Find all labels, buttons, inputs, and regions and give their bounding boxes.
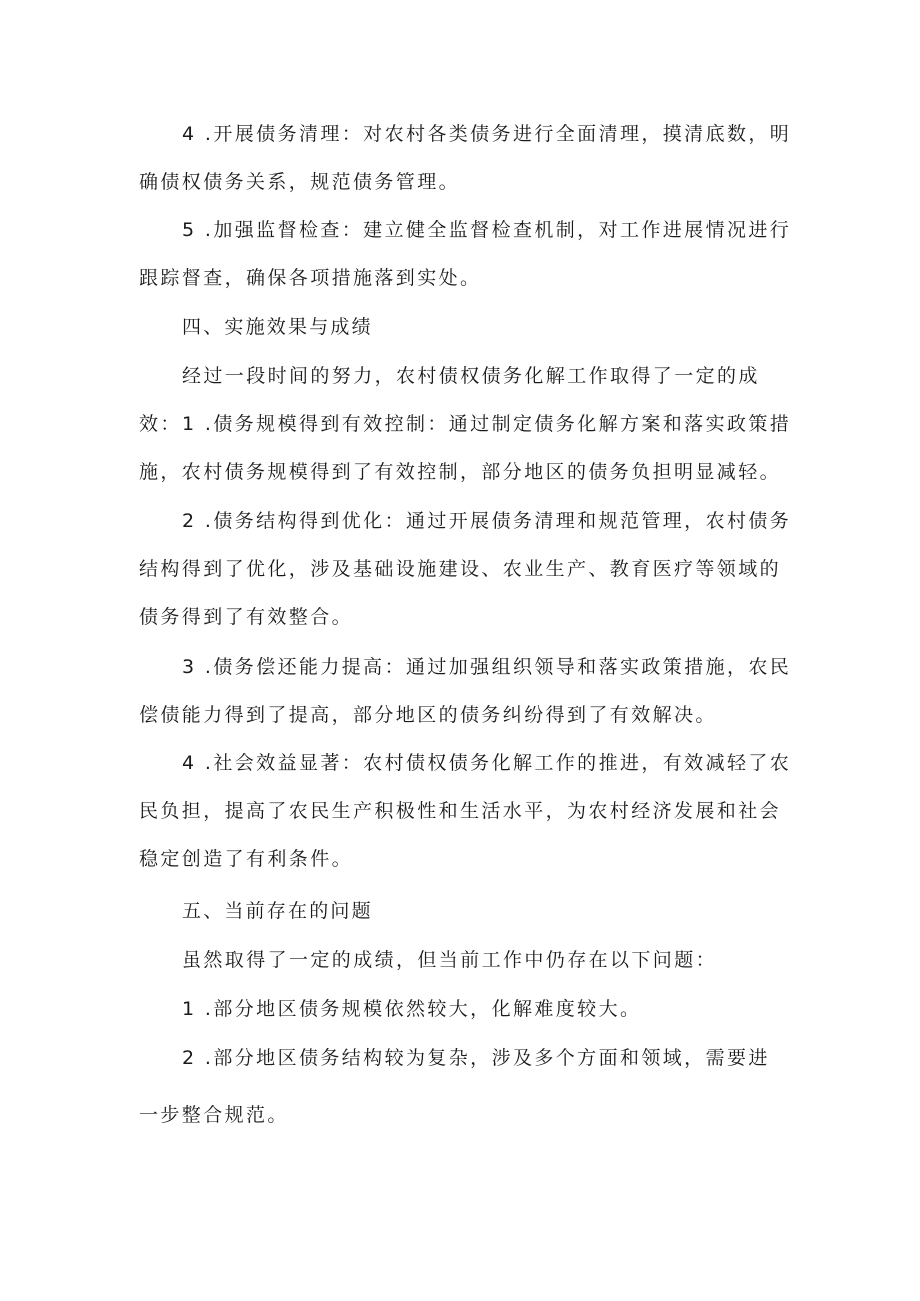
paragraph-results-intro: 经过一段时间的努力，农村债权债务化解工作取得了一定的成效： xyxy=(139,365,760,435)
paragraph-debt-clearing: 4 .开展债务清理：对农村各类债务进行全面清理，摸清底数，明确债权债务关系，规范债务管理。 xyxy=(139,123,792,193)
list-item-problem-1: 1 .部分地区债务规模依然较大，化解难度较大。 xyxy=(182,998,642,1020)
paragraph-structure-optimized: 2 .债务结构得到优化：通过开展债务清理和规范管理，农村债务结构得到了优化，涉及基础设施建设、农业生产、教育医疗等领域的债务得到了有效整合。 xyxy=(139,510,792,628)
paragraph-repayment-ability: 3 .债务偿还能力提高：通过加强组织领导和落实政策措施，农民偿债能力得到了提高，部分地区的债务纠纷得到了有效解决。 xyxy=(139,656,792,726)
list-item-problem-2-continued: 一步整合规范。 xyxy=(139,1104,289,1126)
section-heading-results: 四、实施效果与成绩 xyxy=(182,316,373,338)
paragraph-supervision: 5 .加强监督检查：建立健全监督检查机制，对工作进展情况进行跟踪督查，确保各项措施落到实处。 xyxy=(139,219,792,289)
list-item-problem-2: 2 .部分地区债务结构较为复杂，涉及多个方面和领域，需要进 xyxy=(182,1047,770,1069)
paragraph-social-benefits: 4 .社会效益显著：农村债权债务化解工作的推进，有效减轻了农民负担，提高了农民生产积极性和生活水平，为农村经济发展和社会稳定创造了有利条件。 xyxy=(139,752,792,870)
paragraph-problems-intro: 虽然取得了一定的成绩，但当前工作中仍存在以下问题： xyxy=(182,949,718,971)
paragraph-scale-controlled: 1 .债务规模得到有效控制：通过制定债务化解方案和落实政策措施，农村债务规模得到了有效控制，部分地区的债务负担明显减轻。 xyxy=(139,413,792,483)
section-heading-problems: 五、当前存在的问题 xyxy=(182,900,373,922)
